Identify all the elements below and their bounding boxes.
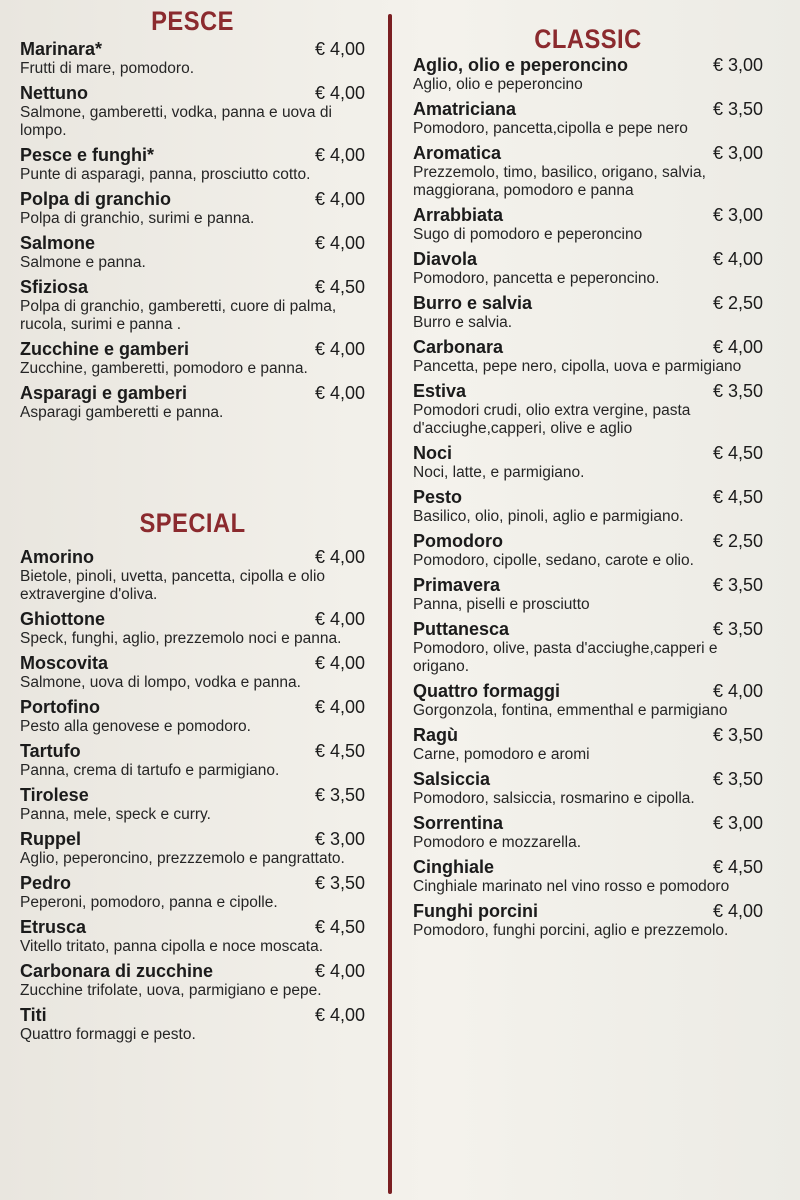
dish-price: € 4,00 — [314, 145, 365, 165]
menu-item — [20, 189, 365, 228]
dish-price: € 4,00 — [314, 383, 365, 403]
menu-item-header — [20, 277, 365, 298]
menu-item-header — [20, 83, 365, 104]
dish-name: Pedro — [20, 873, 72, 893]
menu-item — [413, 619, 763, 676]
menu-item-header — [413, 769, 763, 790]
menu-item — [413, 857, 763, 896]
dish-description: Pomodoro, cipolle, sedano, carote e olio. — [413, 552, 694, 569]
menu-item — [413, 769, 763, 808]
dish-price: € 3,50 — [712, 619, 763, 639]
dish-description: Polpa di granchio, gamberetti, cuore di palma, rucola, surimi e panna . — [20, 298, 337, 333]
menu-item-header — [20, 233, 365, 254]
dish-price: € 3,50 — [712, 575, 763, 595]
dish-name: Titi — [20, 1005, 47, 1025]
section-special — [20, 508, 365, 1049]
dish-price: € 4,00 — [314, 189, 365, 209]
menu-item-header — [413, 293, 763, 314]
section-classic — [413, 24, 763, 945]
dish-name: Amatriciana — [413, 99, 517, 119]
dish-price: € 3,00 — [712, 813, 763, 833]
dish-description: Pancetta, pepe nero, cipolla, uova e parmigiano — [413, 358, 742, 375]
dish-description: Pomodoro, funghi porcini, aglio e prezzemolo. — [413, 922, 729, 939]
menu-item-header — [413, 381, 763, 402]
dish-name: Portofino — [20, 697, 100, 717]
dish-price: € 4,00 — [314, 339, 365, 359]
menu-item — [20, 785, 365, 824]
menu-item — [413, 575, 763, 614]
dish-price: € 2,50 — [712, 531, 763, 551]
dish-name: Quattro formaggi — [413, 681, 560, 701]
dish-description: Cinghiale marinato nel vino rosso e pomodoro — [413, 878, 730, 895]
dish-price: € 3,00 — [712, 143, 763, 163]
dish-description: Carne, pomodoro e aromi — [413, 746, 590, 763]
right-column — [413, 0, 763, 1200]
dish-name: Carbonara — [413, 337, 504, 357]
menu-item — [413, 381, 763, 438]
dish-description: Pesto alla genovese e pomodoro. — [20, 718, 251, 735]
menu-item — [20, 873, 365, 912]
dish-name: Carbonara di zucchine — [20, 961, 214, 981]
dish-price: € 3,00 — [712, 55, 763, 75]
dish-name: Tirolese — [20, 785, 89, 805]
dish-description: Speck, funghi, aglio, prezzemolo noci e panna. — [20, 630, 342, 647]
dish-description: Vitello tritato, panna cipolla e noce moscata. — [20, 938, 324, 955]
menu-item-header — [20, 39, 365, 60]
dish-description: Burro e salvia. — [413, 314, 513, 331]
menu-item-header — [20, 741, 365, 762]
menu-item — [413, 813, 763, 852]
menu-item-header — [20, 917, 365, 938]
menu-item-header — [413, 99, 763, 120]
dish-description: Pomodoro e mozzarella. — [413, 834, 581, 851]
dish-price: € 4,00 — [314, 1005, 365, 1025]
menu-item-header — [413, 487, 763, 508]
menu-item-header — [20, 829, 365, 850]
dish-price: € 4,00 — [314, 609, 365, 629]
dish-name: Estiva — [413, 381, 467, 401]
dish-name: Amorino — [20, 547, 94, 567]
dish-description: Polpa di granchio, surimi e panna. — [20, 210, 255, 227]
item-list-special — [20, 547, 365, 1044]
dish-description: Peperoni, pomodoro, panna e cipolle. — [20, 894, 278, 911]
dish-description: Quattro formaggi e pesto. — [20, 1026, 196, 1043]
column-divider — [388, 14, 392, 1194]
menu-item-header — [413, 619, 763, 640]
dish-description: Salmone, gamberetti, vodka, panna e uova di lompo. — [20, 104, 332, 139]
menu-item — [20, 697, 365, 736]
menu-item-header — [413, 143, 763, 164]
dish-name: Pesto — [413, 487, 463, 507]
dish-name: Marinara* — [20, 39, 103, 59]
dish-name: Aromatica — [413, 143, 502, 163]
dish-description: Pomodoro, olive, pasta d'acciughe,capperi e origano. — [413, 640, 718, 675]
menu-item — [20, 39, 365, 78]
dish-price: € 2,50 — [712, 293, 763, 313]
dish-description: Bietole, pinoli, uvetta, pancetta, cipolla e olio extravergine d'oliva. — [20, 568, 326, 603]
menu-item-header — [20, 961, 365, 982]
menu-item — [20, 83, 365, 140]
dish-price: € 4,00 — [314, 653, 365, 673]
dish-description: Gorgonzola, fontina, emmenthal e parmigiano — [413, 702, 728, 719]
dish-description: Frutti di mare, pomodoro. — [20, 60, 195, 77]
item-list-classic — [413, 55, 763, 940]
dish-name: Aglio, olio e peperoncino — [413, 55, 629, 75]
dish-description: Panna, piselli e prosciutto — [413, 596, 590, 613]
dish-description: Pomodori crudi, olio extra vergine, pasta d'acciughe,capperi, olive e aglio — [413, 402, 691, 437]
dish-price: € 3,50 — [712, 725, 763, 745]
dish-price: € 4,50 — [314, 277, 365, 297]
section-title-special: SPECIAL — [139, 508, 246, 538]
dish-name: Noci — [413, 443, 453, 463]
dish-name: Salmone — [20, 233, 96, 253]
dish-price: € 4,50 — [314, 917, 365, 937]
dish-price: € 4,00 — [712, 681, 763, 701]
dish-name: Pomodoro — [413, 531, 503, 551]
menu-item-header — [20, 1005, 365, 1026]
dish-description: Pomodoro, salsiccia, rosmarino e cipolla. — [413, 790, 695, 807]
menu-item-header — [413, 813, 763, 834]
menu-item — [413, 487, 763, 526]
dish-description: Panna, crema di tartufo e parmigiano. — [20, 762, 280, 779]
dish-price: € 4,50 — [712, 443, 763, 463]
menu-item-header — [20, 339, 365, 360]
menu-item — [20, 383, 365, 422]
menu-item — [413, 293, 763, 332]
menu-item — [20, 917, 365, 956]
dish-price: € 4,00 — [712, 901, 763, 921]
dish-name: Pesce e funghi* — [20, 145, 155, 165]
menu-item-header — [20, 383, 365, 404]
dish-name: Diavola — [413, 249, 478, 269]
menu-item-header — [413, 575, 763, 596]
dish-description: Salmone, uova di lompo, vodka e panna. — [20, 674, 301, 691]
menu-item — [413, 901, 763, 940]
menu-item-header — [20, 653, 365, 674]
menu-item-header — [413, 337, 763, 358]
dish-price: € 4,00 — [712, 337, 763, 357]
dish-description: Prezzemolo, timo, basilico, origano, salvia, maggiorana, pomodoro e panna — [413, 164, 706, 199]
dish-description: Panna, mele, speck e curry. — [20, 806, 211, 823]
dish-description: Noci, latte, e parmigiano. — [413, 464, 585, 481]
dish-description: Salmone e panna. — [20, 254, 146, 271]
menu-item-header — [413, 249, 763, 270]
menu-item — [20, 609, 365, 648]
dish-price: € 4,00 — [712, 249, 763, 269]
dish-price: € 3,50 — [712, 381, 763, 401]
dish-price: € 3,50 — [314, 873, 365, 893]
left-column — [20, 0, 365, 1200]
menu-item — [413, 143, 763, 200]
dish-price: € 3,50 — [712, 99, 763, 119]
menu-item — [20, 741, 365, 780]
menu-item-header — [413, 55, 763, 76]
menu-item — [20, 339, 365, 378]
dish-name: Cinghiale — [413, 857, 495, 877]
dish-description: Basilico, olio, pinoli, aglio e parmigiano. — [413, 508, 684, 525]
dish-name: Sfiziosa — [20, 277, 89, 297]
dish-price: € 4,00 — [314, 83, 365, 103]
section-title-pesce: PESCE — [151, 6, 234, 36]
menu-item-header — [413, 443, 763, 464]
dish-price: € 3,00 — [712, 205, 763, 225]
menu-item — [413, 337, 763, 376]
dish-description: Punte di asparagi, panna, prosciutto cotto. — [20, 166, 311, 183]
menu-item — [413, 205, 763, 244]
menu-item — [20, 961, 365, 1000]
dish-price: € 4,00 — [314, 697, 365, 717]
menu-item-header — [413, 725, 763, 746]
dish-description: Sugo di pomodoro e peperoncino — [413, 226, 643, 243]
dish-name: Primavera — [413, 575, 501, 595]
dish-price: € 4,50 — [712, 857, 763, 877]
dish-price: € 4,00 — [314, 961, 365, 981]
dish-name: Asparagi e gamberi — [20, 383, 188, 403]
menu-item-header — [413, 901, 763, 922]
dish-name: Tartufo — [20, 741, 81, 761]
menu-item — [20, 829, 365, 868]
menu-item — [413, 725, 763, 764]
dish-name: Polpa di granchio — [20, 189, 172, 209]
menu-item — [413, 443, 763, 482]
menu-item-header — [20, 873, 365, 894]
menu-item — [20, 653, 365, 692]
dish-description: Aglio, olio e peperoncino — [413, 76, 583, 93]
dish-price: € 4,50 — [314, 741, 365, 761]
dish-name: Ghiottone — [20, 609, 105, 629]
dish-name: Salsiccia — [413, 769, 491, 789]
dish-name: Ruppel — [20, 829, 81, 849]
menu-item — [413, 99, 763, 138]
dish-name: Burro e salvia — [413, 293, 533, 313]
dish-name: Moscovita — [20, 653, 109, 673]
dish-description: Pomodoro, pancetta e peperoncino. — [413, 270, 660, 287]
menu-item — [20, 1005, 365, 1044]
dish-name: Zucchine e gamberi — [20, 339, 190, 359]
menu-item-header — [20, 697, 365, 718]
dish-description: Asparagi gamberetti e panna. — [20, 404, 224, 421]
dish-name: Sorrentina — [413, 813, 504, 833]
dish-name: Puttanesca — [413, 619, 510, 639]
dish-price: € 3,50 — [712, 769, 763, 789]
section-pesce — [20, 6, 365, 427]
dish-name: Funghi porcini — [413, 901, 538, 921]
dish-price: € 4,50 — [712, 487, 763, 507]
dish-price: € 4,00 — [314, 233, 365, 253]
dish-name: Etrusca — [20, 917, 87, 937]
dish-price: € 3,50 — [314, 785, 365, 805]
menu-item-header — [20, 609, 365, 630]
menu-item-header — [20, 785, 365, 806]
section-title-classic: CLASSIC — [534, 24, 642, 54]
dish-name: Arrabbiata — [413, 205, 504, 225]
dish-description: Pomodoro, pancetta,cipolla e pepe nero — [413, 120, 688, 137]
dish-description: Zucchine, gamberetti, pomodoro e panna. — [20, 360, 308, 377]
menu-item-header — [20, 189, 365, 210]
menu-item — [413, 55, 763, 94]
menu-item-header — [20, 145, 365, 166]
menu-item-header — [413, 857, 763, 878]
menu-item — [20, 277, 365, 334]
menu-item — [413, 249, 763, 288]
dish-description: Zucchine trifolate, uova, parmigiano e pepe. — [20, 982, 322, 999]
dish-description: Aglio, peperoncino, prezzzemolo e pangrattato. — [20, 850, 345, 867]
menu-item — [20, 145, 365, 184]
menu-item-header — [413, 205, 763, 226]
menu-item — [413, 681, 763, 720]
menu-item-header — [413, 531, 763, 552]
dish-name: Ragù — [413, 725, 458, 745]
dish-price: € 3,00 — [314, 829, 365, 849]
item-list-pesce — [20, 39, 365, 422]
dish-price: € 4,00 — [314, 547, 365, 567]
dish-price: € 4,00 — [314, 39, 365, 59]
menu-item-header — [413, 681, 763, 702]
menu-item-header — [20, 547, 365, 568]
menu-item — [20, 547, 365, 604]
menu-item — [413, 531, 763, 570]
menu-item — [20, 233, 365, 272]
dish-name: Nettuno — [20, 83, 88, 103]
